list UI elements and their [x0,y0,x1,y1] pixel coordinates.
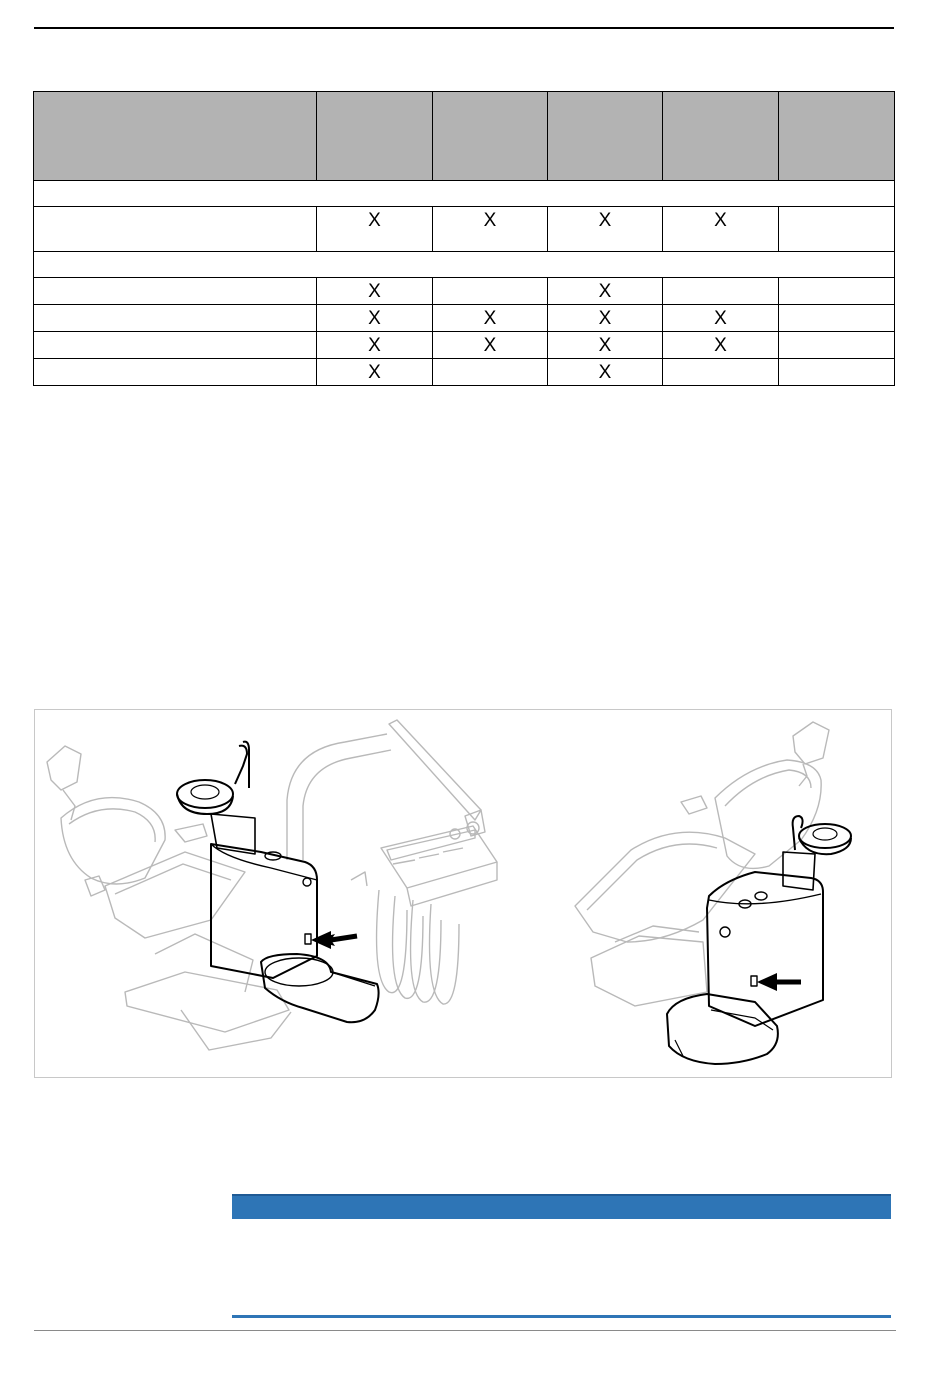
mark-cell: X [663,305,779,332]
header-cell [779,92,895,181]
table-row [34,278,895,305]
note-box [232,1194,891,1318]
mark-cell: X [548,207,663,252]
row-label [34,207,317,252]
header-cell [433,92,548,181]
table-section-row [34,252,895,278]
table-header-row [34,92,895,181]
mark-cell [433,359,548,386]
header-cell [34,92,317,181]
header-cell [663,92,779,181]
mark-cell: X [548,359,663,386]
table-row [34,305,895,332]
equipment-illustration [35,710,891,1077]
dental-unit-compact [575,722,851,1064]
mark-cell: X [433,207,548,252]
equipment-figure [34,709,892,1078]
mark-cell: X [663,207,779,252]
mark-cell [779,359,895,386]
mark-cell: X [317,332,433,359]
mark-cell [779,332,895,359]
table-row [34,207,895,252]
mark-cell [779,305,895,332]
row-label [34,305,317,332]
mark-cell: X [317,278,433,305]
mark-cell [779,278,895,305]
dental-unit-with-delivery-arm [47,720,497,1050]
mark-cell: X [433,332,548,359]
mark-cell: X [548,305,663,332]
section-label [34,181,895,207]
header-cell [317,92,433,181]
mark-cell: X [317,207,433,252]
footer-rule [34,1330,896,1331]
mark-cell: X [548,332,663,359]
table-section-row [34,181,895,207]
mark-cell: X [317,305,433,332]
header-cell [548,92,663,181]
mark-cell [663,278,779,305]
row-label [34,278,317,305]
mark-cell: X [663,332,779,359]
mark-cell [779,207,895,252]
mark-cell: X [317,359,433,386]
note-header-bar [232,1194,891,1219]
table-row [34,332,895,359]
mark-cell [663,359,779,386]
section-label [34,252,895,278]
mark-cell [433,278,548,305]
row-label [34,359,317,386]
row-label [34,332,317,359]
table-row [34,359,895,386]
note-bottom-rule [232,1315,891,1318]
mark-cell: X [548,278,663,305]
mark-cell: X [433,305,548,332]
compatibility-table [33,91,895,386]
header-rule [34,27,894,29]
